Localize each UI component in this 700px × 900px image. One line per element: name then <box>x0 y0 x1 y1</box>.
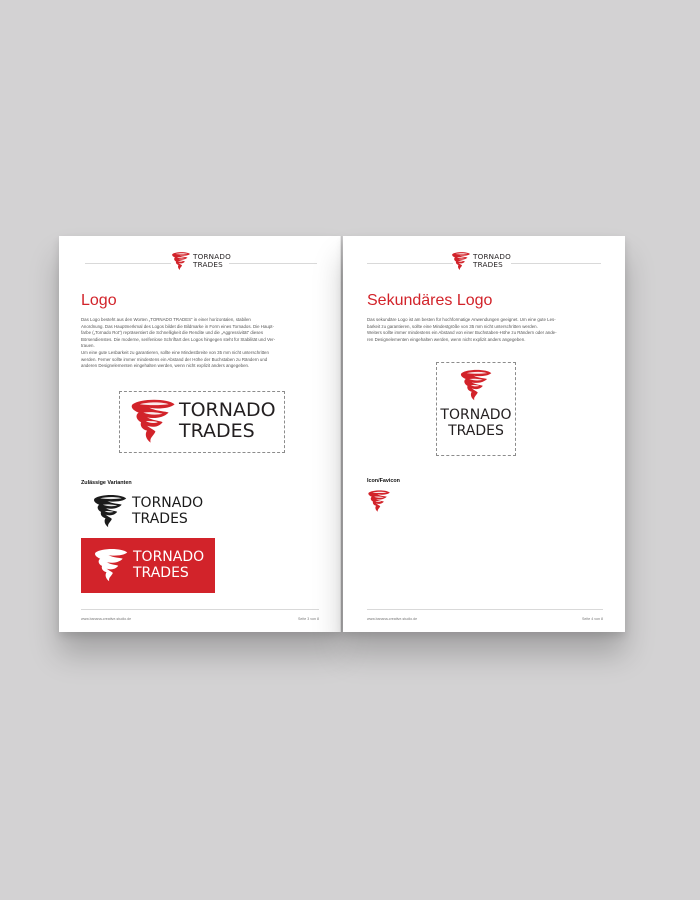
tornado-icon <box>93 547 129 583</box>
text-line: barkeit zu garantieren, sollte eine Mindestgröße von 35 mm nicht unterschritten werden. <box>367 323 538 329</box>
variants-heading: Zulässige Varianten <box>81 480 132 486</box>
text-line: ren Designelementen eingehalten werden, wenn nicht explizit anders angegeben. <box>367 336 526 342</box>
logo-word-2: TRADES <box>133 565 189 581</box>
header-rule-right <box>229 263 317 264</box>
header-rule-left <box>367 263 453 264</box>
tornado-icon <box>129 397 177 445</box>
text-line: farbe („Tornado Rot“) repräsentiert die Schnelligkeit die Rendite und die „Aggressivität“ dieses <box>81 330 264 336</box>
icon-heading: Icon/Favicon <box>367 478 400 484</box>
page-number: Seite 4 von 8 <box>582 617 603 621</box>
logo-word-1: TORNADO <box>193 252 231 261</box>
logo-word-2: TRADES <box>193 260 223 269</box>
page-title: Sekundäres Logo <box>367 292 493 309</box>
text-line: werden. Ferner sollte immer mindestens ein Abstand der Höhe der Buchstaben zu Rändern und <box>81 356 268 362</box>
text-line: trauen. <box>81 343 95 349</box>
page-number: Seite 3 von 8 <box>298 617 319 621</box>
text-line: Börsendienstes. Die moderne, serifenlose Schriftart des Logos hingegen steht für Stabilität und Ver- <box>81 336 276 342</box>
logo-word-2: TRADES <box>132 511 188 527</box>
tornado-icon <box>451 251 471 271</box>
red-background-variant <box>81 538 215 593</box>
black-logo-variant <box>92 493 203 529</box>
text-line: Um eine gute Lesbarkeit zu garantieren, sollte eine Mindestbreite von 35 mm nicht unterschritten <box>81 349 269 355</box>
logo-word-1: TORNADO <box>133 549 205 565</box>
logo-word-1: TORNADO <box>440 407 512 423</box>
secondary-logo <box>436 368 516 439</box>
footer-url: www.banana-creative-studio.de <box>367 617 418 621</box>
footer-rule <box>81 609 319 610</box>
right-page <box>343 236 625 632</box>
tornado-icon <box>171 251 191 271</box>
logo-word-1: TORNADO <box>473 252 511 261</box>
header-logo <box>171 251 231 271</box>
left-page <box>59 236 341 632</box>
tornado-icon <box>92 493 128 529</box>
header-rule-left <box>85 263 171 264</box>
tornado-icon <box>367 489 391 513</box>
header-logo <box>451 251 511 271</box>
footer-url: www.banana-creative-studio.de <box>81 617 132 621</box>
logo-word-1: TORNADO <box>179 399 276 421</box>
logo-word-2: TRADES <box>473 260 503 269</box>
logo-word-2: TRADES <box>448 423 504 439</box>
text-line: Weiters sollte immer mindestens ein Abstand von einer Buchstaben-Höhe zu Rändern oder ande- <box>367 330 557 336</box>
footer-rule <box>367 609 603 610</box>
logo-word-2: TRADES <box>179 420 255 442</box>
logo-word-1: TORNADO <box>132 495 204 511</box>
secondary-logo-description <box>367 317 557 343</box>
text-line: anderen Designelementen eingehalten werden, wenn nicht explizit anders angegeben. <box>81 363 250 369</box>
white-logo-variant <box>93 547 204 583</box>
text-line: Das sekundäre Logo ist am besten für hochformatige Anwendungen geeignet. Um eine gute Les- <box>367 317 556 322</box>
tornado-icon <box>459 368 493 402</box>
text-line: Das Logo besteht aus den Worten „TORNADO TRADES“ in einer horizontalen, stabilen <box>81 317 251 322</box>
text-line: Anordnung. Das Hauptmerkmal des Logos bildet die Bildmarke in Form eines Tornados. Die Haupt- <box>81 323 274 329</box>
header-rule-right <box>511 263 601 264</box>
primary-logo <box>129 397 276 445</box>
page-title: Logo <box>81 292 117 309</box>
logo-description <box>81 317 275 370</box>
